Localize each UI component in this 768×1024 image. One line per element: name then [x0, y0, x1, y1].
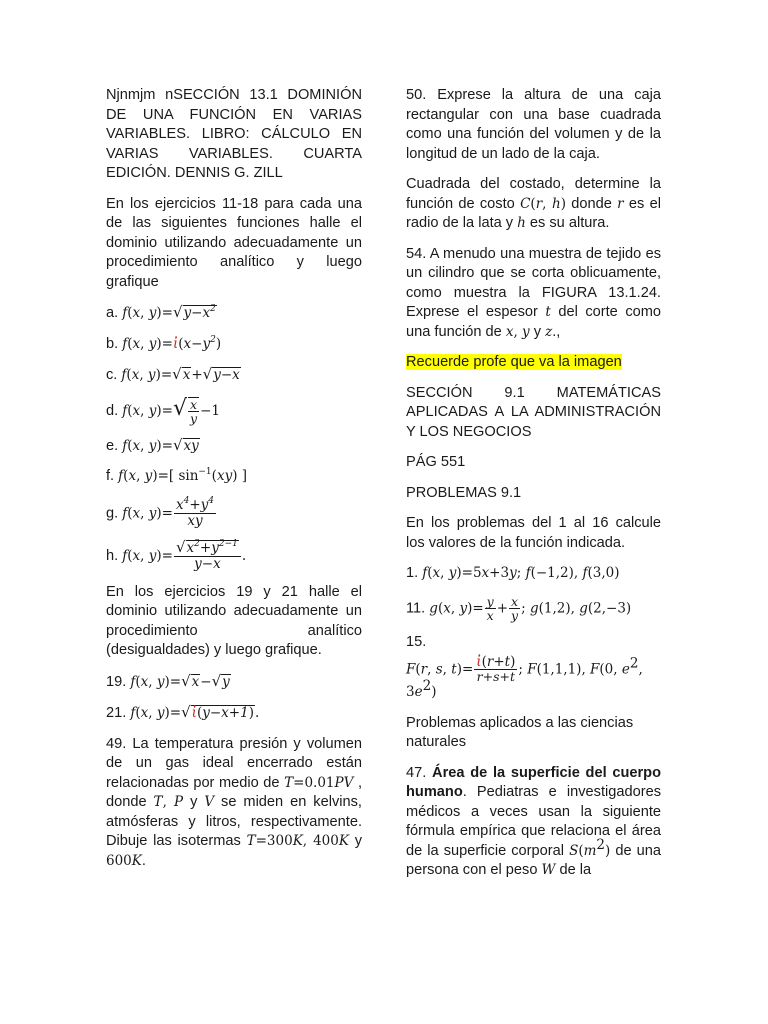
- problems-intro: En los problemas del 1 al 16 calcule los valores de la función indicada.: [406, 515, 661, 551]
- exercise-19: 19. f(x, y)=√x−√y: [106, 671, 230, 690]
- exercise-f: f. f(x, y)=[ $\sin^{-1}(xy)$ ]: [106, 467, 248, 484]
- exercise-b: b. f(x, $y)=ἰ(x-y^2)$: [106, 334, 222, 352]
- exercise-e: e. f(x, y)=√xy: [106, 435, 199, 454]
- problem-54: 54. A menudo una muestra de tejido es un cilindro que se corta oblicuamente, como muestra la FIGURA 13.1.24. Exprese el espesor t del corte como una función de x, y y z.,: [406, 245, 662, 340]
- left-column: [106, 86, 362, 882]
- exercise-21: 21. f(x, y)=√ἰ(y−x+1).: [106, 703, 260, 721]
- exercises-intro: En los ejercicios 11-18 para cada una de las siguientes funciones halle el dominio utilizando adecuadamente un procedimiento analítico y luego grafique: [106, 195, 362, 290]
- section-9-1-title: SECCIÓN 9.1 MATEMÁTICAS APLICADAS A LA ADMINISTRACIÓN Y LOS NEGOCIOS: [406, 384, 661, 440]
- page-reference: PÁG 551: [406, 454, 466, 470]
- highlight-note: Recuerde profe que va la imagen: [406, 354, 622, 370]
- right-column: [406, 86, 661, 892]
- exercise-g: g. f(x, y)= $\frac{x^4+y^4}{xy}$: [106, 495, 215, 529]
- exercises-intro-2: En los ejercicios 19 y 21 halle el dominio utilizando adecuadamente un procedimiento analítico (desigualdades) y luego grafique.: [106, 583, 362, 658]
- exercise-d: d. f(x, y)=√ $\frac{x}{y}$ −1: [106, 395, 220, 426]
- cost-function-text: Cuadrada del costado, determine la función de costo C(r, h) donde r es el radio de la lata y h es su altura.: [406, 176, 661, 231]
- problem-1: 1. f(x, y)=5x+3y; f(−1,2), f(3,0): [406, 565, 620, 581]
- problems-heading: PROBLEMAS 9.1: [406, 484, 522, 501]
- problem-11: 11. g(x, y)= $\frac{y}{x}$ + $\frac{x}{y}$ ; g(1,2), g(2,−3): [406, 593, 632, 623]
- exercise-h: h. f(x, y)= $\frac{√x^2+y^{2-1}}{y-x}$ .: [106, 537, 247, 572]
- problem-49: 49. La temperatura presión y volumen de un gas ideal encerrado están relacionadas por medio de T=0.01PV , donde T, P y V se miden en kelvins, atmósferas y litros, respectivamente. Dibuje las isotermas T=300K, 400K y 600K.: [106, 735, 362, 869]
- section-title: Njnmjm nSECCIÓN 13.1 DOMINIÓN DE UNA FUNCIÓN EN VARIAS VARIABLES. LIBRO: CÁLCULO EN VARIAS VARIABLES. CUARTA EDICIÓN. DENNIS G. ZILL: [106, 87, 362, 181]
- problem-47: 47. Área de la superficie del cuerpo humano. Pediatras e investigadores médicos a veces usan la siguiente fórmula empírica que relaciona el área de la superficie corporal $S(m^2)$ de una persona con el peso W de la: [406, 764, 662, 878]
- exercise-a: a. f(x, $y)=√y-x^2$: [106, 303, 216, 321]
- applied-problems-heading: Problemas aplicados a las ciencias naturales: [406, 714, 634, 750]
- problem-15: F(r, s, t)= $\frac{\text{ἰ(r+t)}}{r+s+t}$ ; F(1,1,1), F(0, $e^2$, $3e^2$): [406, 654, 643, 700]
- exercise-c: c. f(x, y)=√x+√y−x: [106, 365, 240, 383]
- problem-47-title: Área de la superficie del cuerpo humano: [406, 764, 661, 800]
- problem-50: 50. Exprese la altura de una caja rectangular con una base cuadrada como una función del volumen y de la longitud de un lado de la caja.: [406, 87, 661, 162]
- problem-15-label: 15.: [406, 633, 427, 650]
